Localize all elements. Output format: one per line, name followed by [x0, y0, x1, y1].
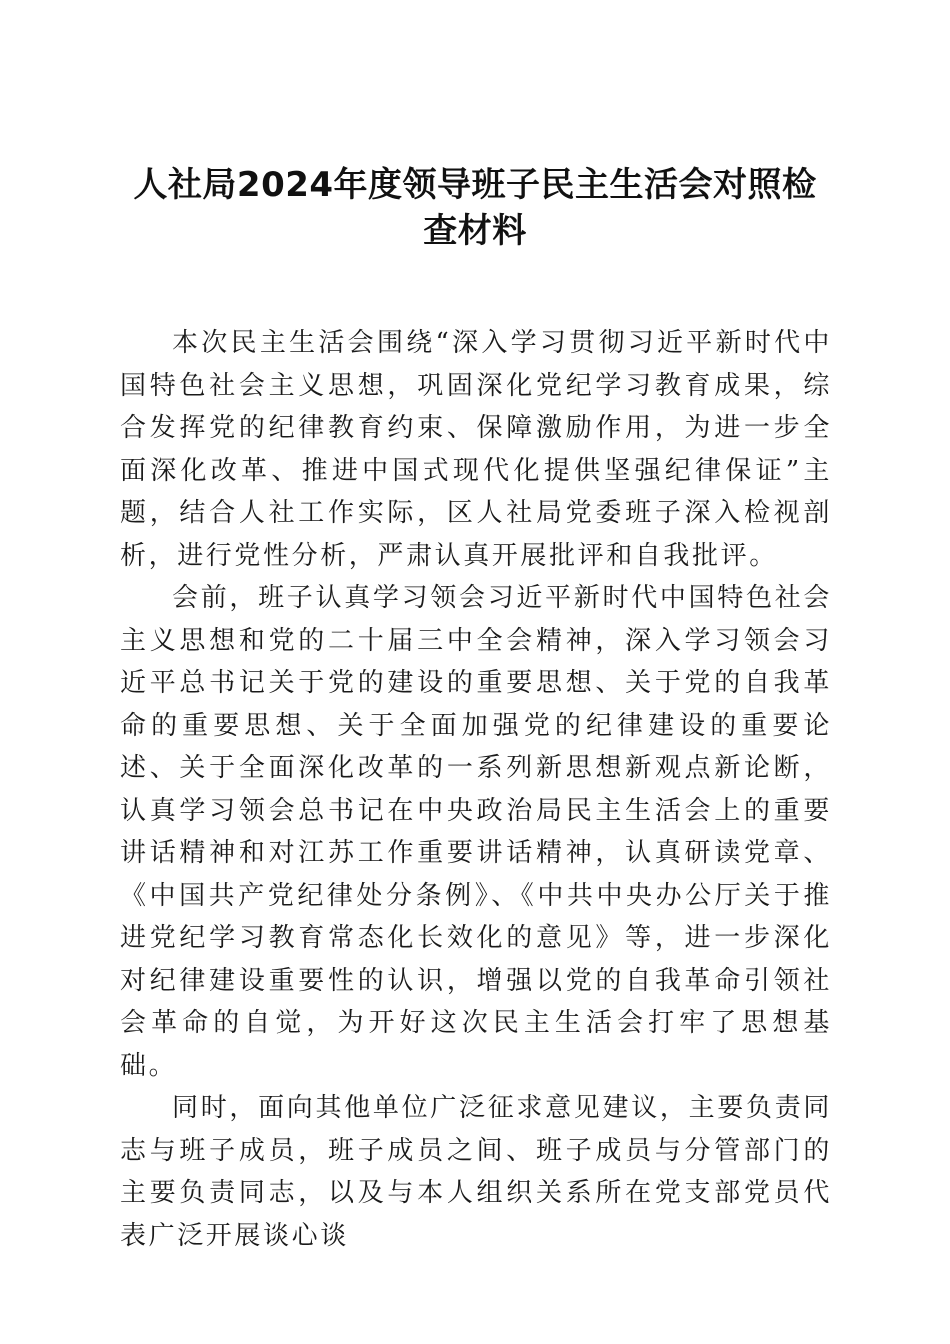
- paragraph-intro: 本次民主生活会围绕“深入学习贯彻习近平新时代中国特色社会主义思想，巩固深化党纪学习教育成果，综合发挥党的纪律教育约束、保障激励作用，为进一步全面深化改革、推进中国式现代化提供坚强纪律保证”主题，结合人社工作实际，区人社局党委班子深入检视剖析，进行党性分析，严肃认真开展批评和自我批评。: [120, 328, 832, 571]
- paragraph-consultation: 同时，面向其他单位广泛征求意见建议，主要负责同志与班子成员，班子成员之间、班子成员与分管部门的主要负责同志，以及与本人组织关系所在党支部党员代表广泛开展谈心谈: [120, 1093, 832, 1251]
- paragraph-preparation: 会前，班子认真学习领会习近平新时代中国特色社会主义思想和党的二十届三中全会精神，深入学习领会习近平总书记关于党的建设的重要思想、关于党的自我革命的重要思想、关于全面加强党的纪律建设的重要论述、关于全面深化改革的一系列新思想新观点新论断，认真学习领会总书记在中央政治局民主生活会上的重要讲话精神和对江苏工作重要讲话精神，认真研读党章、《中国共产党纪律处分条例》、《中共中央办公厅关于推进党纪学习教育常态化长效化的意见》等，进一步深化对纪律建设重要性的认识，增强以党的自我革命引领社会革命的自觉，为开好这次民主生活会打牢了思想基础。: [120, 583, 832, 1081]
- document-body: [120, 322, 832, 1257]
- document-title: 人社局2024年度领导班子民主生活会对照检查材料: [133, 165, 817, 251]
